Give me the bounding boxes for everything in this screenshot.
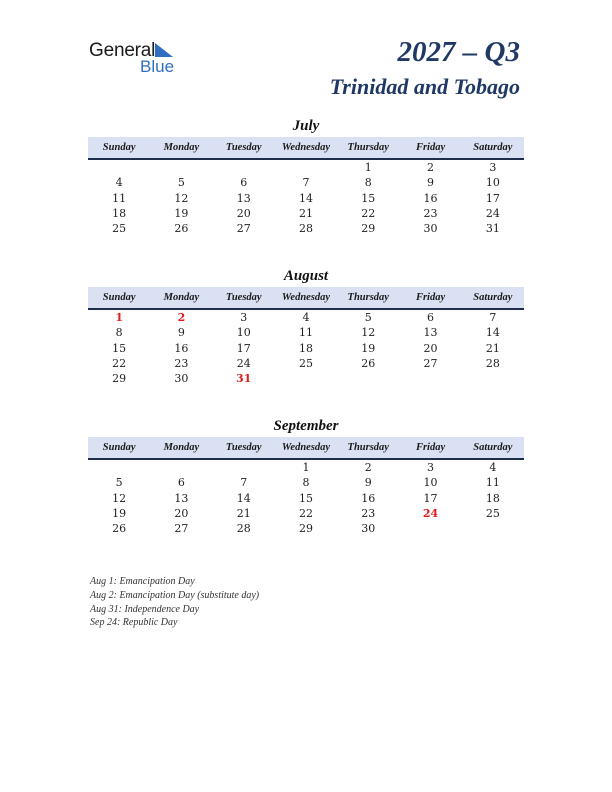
holiday-note: Aug 1: Emancipation Day <box>90 576 195 587</box>
holiday-day-cell: 1 <box>115 311 123 325</box>
weekday-label: Monday <box>163 442 200 453</box>
day-cell: 28 <box>236 522 251 536</box>
day-cell: 9 <box>427 176 435 190</box>
day-cell: 14 <box>485 326 500 340</box>
day-cell: 4 <box>115 176 123 190</box>
day-cell: 5 <box>177 176 185 190</box>
month-name: July <box>292 118 320 134</box>
day-cell: 17 <box>485 191 500 205</box>
logo-text-blue: Blue <box>140 57 175 76</box>
week-row <box>88 191 524 206</box>
month-name: August <box>283 268 329 284</box>
holiday-note: Aug 31: Independence Day <box>90 603 200 615</box>
day-cell: 5 <box>364 311 372 325</box>
week-row <box>88 506 524 521</box>
day-cell: 4 <box>302 311 310 325</box>
day-cell: 18 <box>485 491 500 505</box>
day-cell: 16 <box>361 491 376 505</box>
day-cell: 10 <box>236 326 251 340</box>
weekday-label: Wednesday <box>281 442 331 453</box>
holiday-notes <box>90 575 259 630</box>
day-cell: 13 <box>423 326 438 340</box>
day-cell: 16 <box>423 191 438 205</box>
week-row <box>88 371 524 386</box>
weekday-label: Friday <box>415 142 446 153</box>
day-cell: 18 <box>298 341 313 355</box>
day-cell: 24 <box>236 357 251 371</box>
holiday-day-cell: 31 <box>236 372 252 386</box>
weekday-label: Tuesday <box>225 292 262 303</box>
page-title: 2027 – Q3 <box>397 36 520 68</box>
day-cell: 29 <box>298 522 313 536</box>
day-cell: 21 <box>236 507 251 521</box>
day-cell: 16 <box>174 341 189 355</box>
weekday-header <box>88 437 524 460</box>
day-cell: 28 <box>485 357 500 371</box>
day-cell: 27 <box>236 222 251 236</box>
day-cell: 27 <box>174 522 189 536</box>
day-cell: 29 <box>361 222 376 236</box>
weekday-label: Wednesday <box>281 292 331 303</box>
day-cell: 14 <box>298 191 313 205</box>
day-cell: 6 <box>177 476 185 490</box>
day-cell: 8 <box>115 326 123 340</box>
day-cell: 23 <box>423 207 438 221</box>
weekday-label: Sunday <box>102 292 136 303</box>
day-cell: 1 <box>364 161 372 175</box>
holiday-day-cell: 24 <box>422 507 439 521</box>
day-cell: 7 <box>489 311 497 325</box>
week-row <box>88 325 524 340</box>
week-row <box>88 491 524 506</box>
day-cell: 26 <box>174 222 189 236</box>
weekday-label: Monday <box>163 142 200 153</box>
weekday-label: Thursday <box>347 292 389 303</box>
day-cell: 22 <box>298 507 313 521</box>
day-cell: 4 <box>489 461 497 475</box>
day-cell: 6 <box>427 311 435 325</box>
day-cell: 7 <box>240 476 248 490</box>
month-name: September <box>273 418 339 434</box>
day-cell: 15 <box>112 341 127 355</box>
week-row <box>88 206 524 221</box>
day-cell: 15 <box>298 491 313 505</box>
day-cell: 3 <box>489 161 497 175</box>
day-cell: 23 <box>361 507 376 521</box>
day-cell: 21 <box>298 207 313 221</box>
day-cell: 10 <box>423 476 438 490</box>
weekday-header <box>88 287 524 310</box>
day-cell: 6 <box>240 176 248 190</box>
week-row <box>88 356 524 371</box>
day-cell: 25 <box>485 507 500 521</box>
week-row <box>88 160 524 175</box>
day-cell: 9 <box>177 326 185 340</box>
day-cell: 24 <box>485 207 500 221</box>
day-cell: 17 <box>423 491 438 505</box>
day-cell: 20 <box>174 507 189 521</box>
day-cell: 18 <box>112 207 127 221</box>
weekday-label: Saturday <box>473 142 513 153</box>
day-cell: 17 <box>236 341 251 355</box>
week-row <box>88 341 524 356</box>
weekday-label: Thursday <box>347 442 389 453</box>
day-cell: 11 <box>485 476 500 490</box>
day-cell: 26 <box>112 522 127 536</box>
day-cell: 22 <box>361 207 376 221</box>
weekday-label: Tuesday <box>225 442 262 453</box>
day-cell: 20 <box>423 341 438 355</box>
day-cell: 9 <box>364 476 372 490</box>
month-calendar <box>88 266 524 386</box>
day-cell: 19 <box>361 341 376 355</box>
day-cell: 15 <box>361 191 376 205</box>
day-cell: 11 <box>112 191 127 205</box>
day-cell: 3 <box>427 461 435 475</box>
week-row <box>88 175 524 190</box>
day-cell: 14 <box>236 491 251 505</box>
day-cell: 22 <box>112 357 127 371</box>
month-calendar <box>88 116 524 236</box>
day-cell: 10 <box>485 176 500 190</box>
day-cell: 19 <box>174 207 189 221</box>
week-row <box>88 475 524 490</box>
weekday-label: Friday <box>415 442 446 453</box>
day-cell: 12 <box>361 326 376 340</box>
day-cell: 13 <box>236 191 251 205</box>
weekday-label: Saturday <box>473 292 513 303</box>
country-subtitle: Trinidad and Tobago <box>329 74 520 99</box>
day-cell: 8 <box>364 176 372 190</box>
week-row <box>88 521 524 536</box>
day-cell: 29 <box>112 372 127 386</box>
month-calendar <box>88 416 524 536</box>
day-cell: 28 <box>298 222 313 236</box>
day-cell: 3 <box>240 311 248 325</box>
generalblue-logo <box>89 40 189 80</box>
logo-text-general: General <box>89 40 156 61</box>
day-cell: 1 <box>302 461 310 475</box>
weekday-label: Tuesday <box>225 142 262 153</box>
week-row <box>88 310 524 325</box>
day-cell: 19 <box>112 507 127 521</box>
day-cell: 27 <box>423 357 438 371</box>
holiday-note: Sep 24: Republic Day <box>90 617 178 629</box>
day-cell: 25 <box>298 357 313 371</box>
day-cell: 21 <box>485 341 500 355</box>
day-cell: 31 <box>485 222 500 236</box>
weekday-label: Monday <box>163 292 200 303</box>
day-cell: 26 <box>361 357 376 371</box>
weekday-label: Sunday <box>102 142 136 153</box>
week-row <box>88 221 524 236</box>
day-cell: 30 <box>361 522 376 536</box>
day-cell: 12 <box>174 191 189 205</box>
day-cell: 23 <box>174 357 189 371</box>
day-cell: 13 <box>174 491 189 505</box>
weekday-label: Thursday <box>347 142 389 153</box>
day-cell: 7 <box>302 176 310 190</box>
holiday-day-cell: 2 <box>177 311 186 325</box>
weekday-label: Wednesday <box>281 142 331 153</box>
weekday-label: Friday <box>415 292 446 303</box>
day-cell: 25 <box>112 222 127 236</box>
day-cell: 20 <box>236 207 251 221</box>
weekday-label: Sunday <box>102 442 136 453</box>
weekday-header <box>88 137 524 160</box>
day-cell: 2 <box>364 461 372 475</box>
day-cell: 5 <box>115 476 123 490</box>
day-cell: 8 <box>302 476 310 490</box>
day-cell: 30 <box>423 222 438 236</box>
day-cell: 30 <box>174 372 189 386</box>
holiday-note: Aug 2: Emancipation Day (substitute day) <box>90 589 260 601</box>
day-cell: 2 <box>427 161 435 175</box>
day-cell: 11 <box>298 326 313 340</box>
weekday-label: Saturday <box>473 442 513 453</box>
day-cell: 12 <box>112 491 127 505</box>
week-row <box>88 460 524 475</box>
